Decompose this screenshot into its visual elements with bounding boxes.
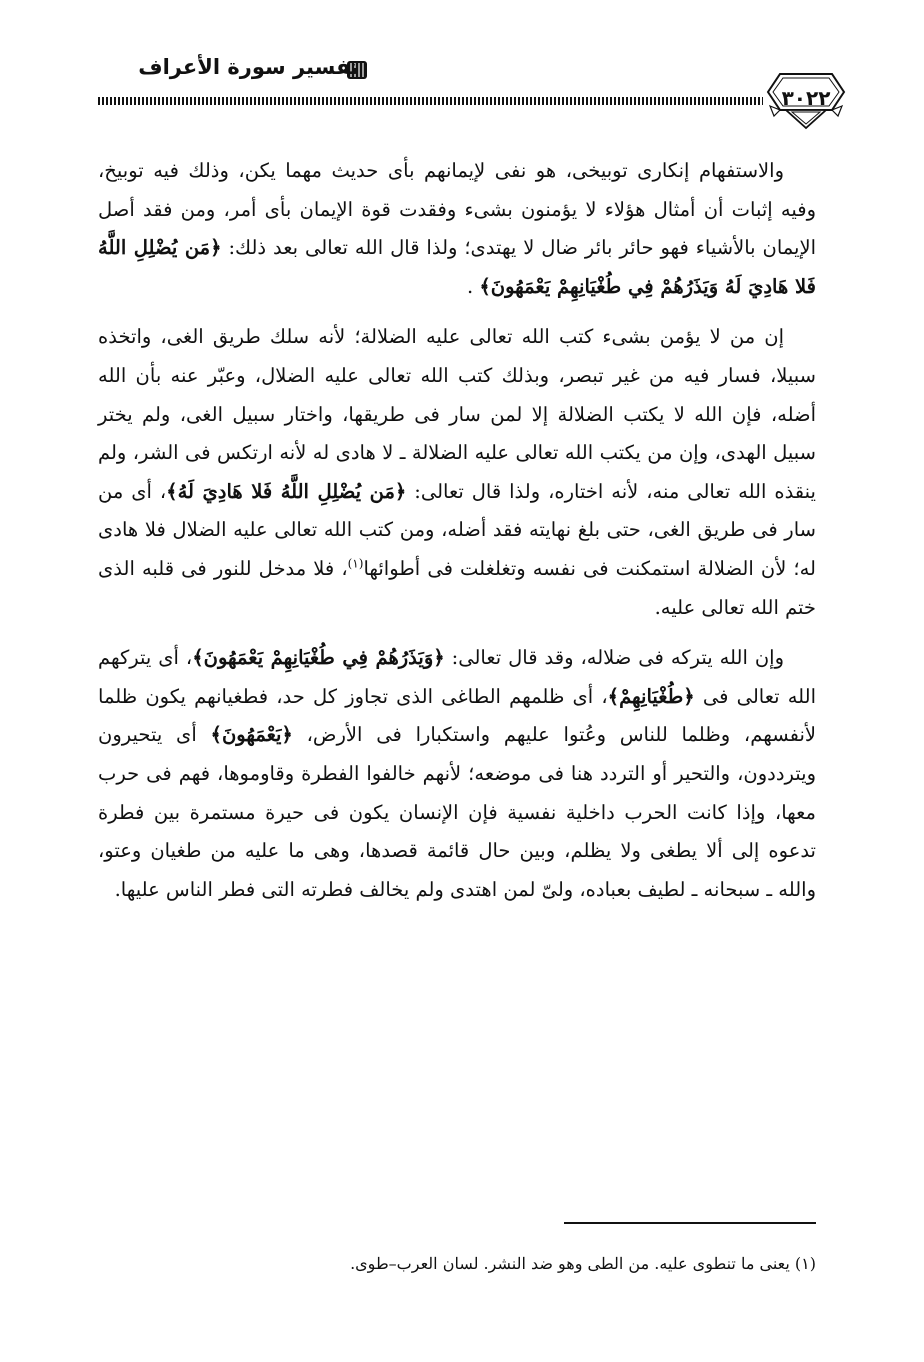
footnote-reference: (١) [347, 556, 364, 571]
paragraph-text: وإن الله يتركه فى ضلاله، وقد قال تعالى: [444, 646, 784, 670]
paragraph-text: ، فلا مدخل للنور فى قلبه الذى ختم الله تعالى عليه. [98, 556, 816, 619]
quran-verse: ﴿يَعْمَهُونَ﴾ [210, 723, 293, 747]
quran-verse: ﴿مَن يُضْلِلِ اللَّهُ فَلا هَادِيَ لَهُ﴾ [166, 479, 407, 503]
paragraph [98, 152, 816, 306]
running-header-title: تفسير سورة الأعراف [138, 55, 359, 79]
paragraph-text: والاستفهام إنكارى توبيخى، هو نفى لإيمانهم بأى حديث مهما يكن، وذلك فيه توبيخ، وفيه إثبات أن أمثال هؤلاء لا يؤمنون بشىء وفقدت قوة الإيمان بأى أمر، ومن فقد أصل الإيمان بالأشياء فهو حائر بائر ضال لا يهتدى؛ ولذا قال الله تعالى بعد ذلك: [98, 159, 817, 260]
quran-verse: ﴿وَيَذَرُهُمْ فِي طُغْيَانِهِمْ يَعْمَهُونَ﴾ [192, 646, 445, 670]
paragraph-text: ، أى من سار فى طريق الغى، حتى بلغ نهايته فقد أضله، ومن كتب الله تعالى عليه الضلال فلا هادى له؛ لأن الضلالة استمكنت فى نفسه وتغلغلت فى أطوائها [98, 479, 816, 580]
paragraph-text: أى يتحيرون ويترددون، والتحير أو التردد هنا فى موضعه؛ لأنهم خالفوا الفطرة وقاوموها، فهم فى حرب معها، وإذا كانت الحرب داخلية نفسية فإن الإنسان يكون فى حيرة مستمرة بين فطرة تدعوه إلى ألا يطغى ولا يظلم، وبين حال قائمة قصدها، وهى ما عليه من طغيان وعتو، والله ـ سبحانه ـ لطيف بعباده، ولىّ لمن اهتدى ولم يخالف فطرته التى فطر الناس عليها. [98, 723, 816, 901]
paragraph-text: . [466, 274, 480, 298]
paragraph [98, 318, 816, 627]
quran-verse: ﴿طُغْيَانِهِمْ﴾ [607, 684, 695, 708]
footnote: (١) يعنى ما تنطوى عليه. من الطى وهو ضد النشر. لسان العرب–طوى. [350, 1254, 816, 1273]
paragraph [98, 639, 816, 909]
paragraph-text: إن من لا يؤمن بشىء كتب الله تعالى عليه الضلالة؛ لأنه سلك طريق الغى، واتخذه سبيلا، فسار فيه من غير تبصر، وبذلك كتب الله تعالى عليه الضلال، وعبّر عنه بأن الله أضله، فإن الله لا يكتب الضلالة إلا لمن سار فى طريقها، واختار سبيل الغى، ولم يختر سبيل الهدى، وإن من يكتب الله تعالى عليه الضلالة ـ لا هادى له لأنه ارتكس فى الشر، ولم ينقذه الله تعالى منه، لأنه اختاره، ولذا قال تعالى: [98, 325, 816, 503]
paragraph-text: ، أى يتركهم الله تعالى فى [98, 646, 816, 708]
quran-verse: ﴿مَن يُضْلِلِ اللَّهُ فَلا هَادِيَ لَهُ وَيَذَرُهُمْ فِي طُغْيَانِهِمْ يَعْمَهُونَ﴾ [98, 236, 816, 298]
header-divider [98, 97, 763, 105]
footnote-divider [564, 1222, 816, 1224]
body-text [98, 152, 816, 909]
page-number: ٣٠٢٢ [781, 86, 831, 110]
paragraph-text: ، أى ظلمهم الطاغى الذى تجاوز كل حد، فطغيانهم يكون ظلما لأنفسهم، وظلما للناس وعُتوا عليهم واستكبارا فى الأرض، [98, 684, 817, 747]
